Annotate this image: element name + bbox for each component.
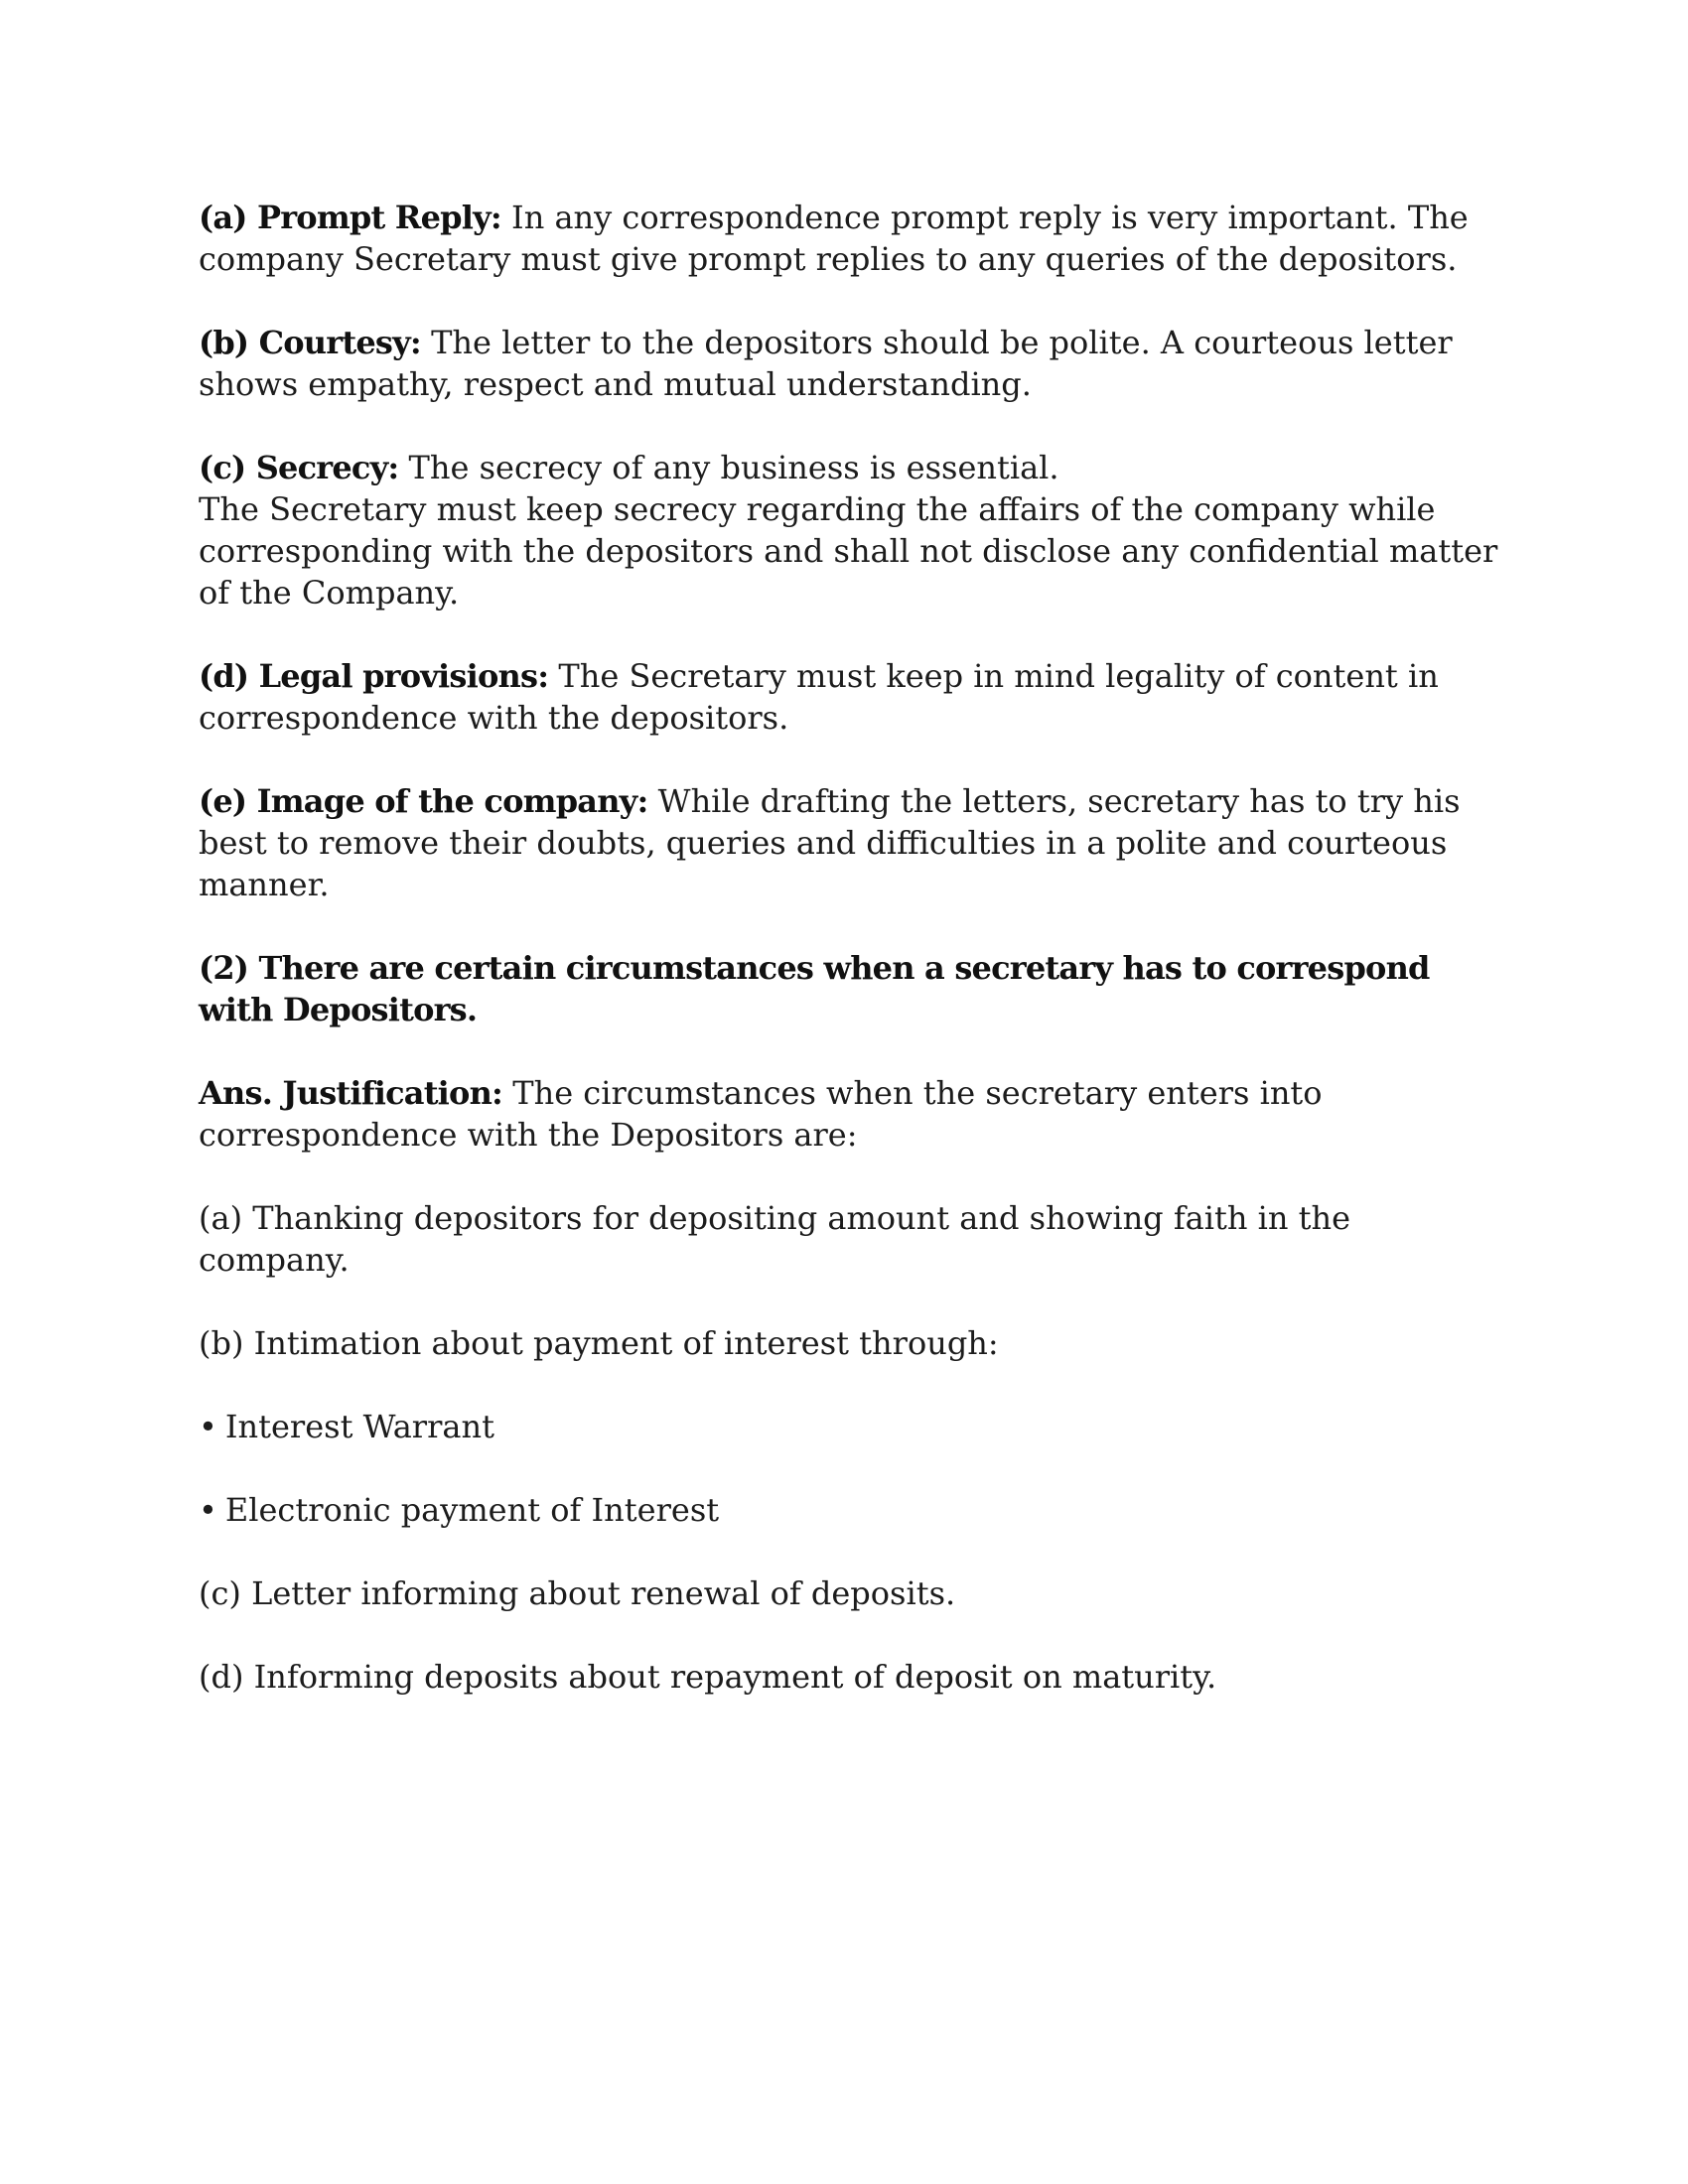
bullet-icon: • — [199, 1408, 217, 1445]
answer-text: The circumstances when the secretary enters into correspondence with the Depositors are: — [199, 1074, 1323, 1154]
list-item-a: (a) Thanking depositors for depositing amount and showing faith in the company. — [199, 1199, 1351, 1279]
point-text-continued: The Secretary must keep secrecy regarding the affairs of the company while corresponding with the depositors and shall not disclose any confidential matter of the Company. — [199, 490, 1498, 612]
point-text: The Secretary must keep in mind legality of content in correspondence with the depositors. — [199, 657, 1439, 737]
point-heading: (d) Legal provisions: — [199, 657, 549, 695]
point-text: While drafting the letters, secretary has to try his best to remove their doubts, queries and difficulties in a polite and courteous manner. — [199, 782, 1461, 903]
point-prompt-reply — [199, 197, 1499, 280]
bullet-item — [199, 1406, 1499, 1447]
point-image-of-company — [199, 780, 1499, 905]
point-courtesy — [199, 322, 1499, 405]
bullet-item — [199, 1489, 1499, 1531]
bullet-text: Electronic payment of Interest — [224, 1491, 720, 1529]
answer-intro — [199, 1072, 1499, 1156]
point-heading: (c) Secrecy: — [199, 449, 399, 486]
point-secrecy — [199, 447, 1499, 614]
point-heading: (b) Courtesy: — [199, 324, 421, 361]
bullet-text: Interest Warrant — [224, 1408, 494, 1445]
answer-heading: Ans. Justification: — [199, 1074, 503, 1112]
point-text: The letter to the depositors should be polite. A courteous letter shows empathy, respect and mutual understanding. — [199, 324, 1453, 403]
point-heading: (a) Prompt Reply: — [199, 199, 501, 236]
list-item-c: (c) Letter informing about renewal of deposits. — [199, 1574, 956, 1612]
bullet-icon: • — [199, 1491, 217, 1529]
point-heading: (e) Image of the company: — [199, 782, 648, 820]
question-heading: (2) There are certain circumstances when a secretary has to correspond with Depositors. — [199, 949, 1430, 1028]
point-text: In any correspondence prompt reply is very important. The company Secretary must give prompt replies to any queries of the depositors. — [199, 199, 1469, 278]
list-item-d: (d) Informing deposits about repayment of deposit on maturity. — [199, 1658, 1217, 1696]
list-item-b: (b) Intimation about payment of interest through: — [199, 1324, 999, 1362]
point-legal-provisions — [199, 655, 1499, 739]
document-content — [199, 197, 1499, 1739]
point-text: The secrecy of any business is essential. — [398, 449, 1059, 486]
